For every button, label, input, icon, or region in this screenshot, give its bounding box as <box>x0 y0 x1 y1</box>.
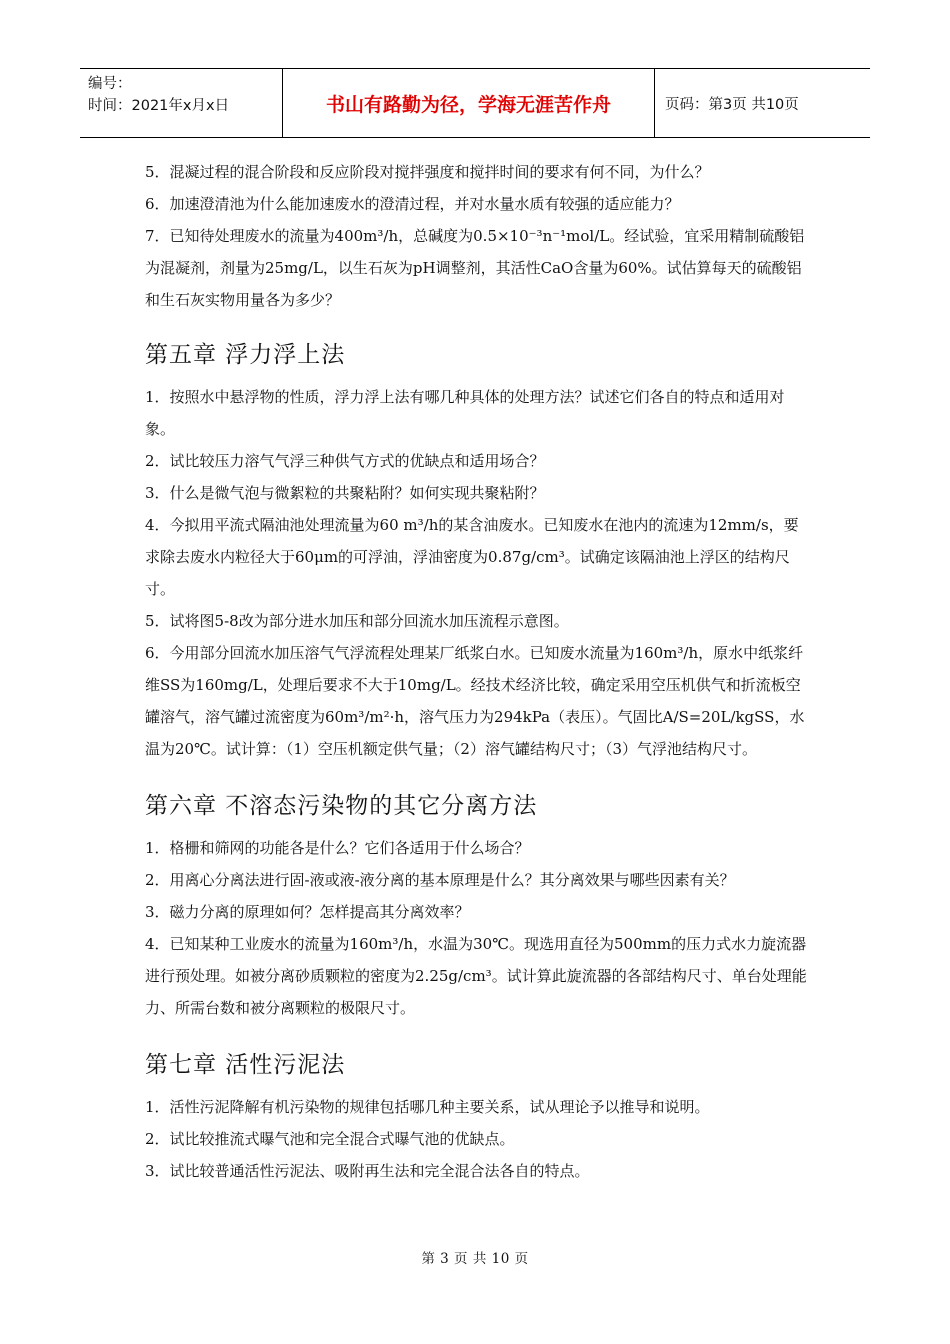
question-5-1: 1．按照水中悬浮物的性质，浮力浮上法有哪几种具体的处理方法？试述它们各自的特点和适用对象。 <box>145 388 785 438</box>
page-header <box>80 68 870 138</box>
question-6-3: 3．磁力分离的原理如何？怎样提高其分离效率？ <box>145 903 470 921</box>
question-5-4: 4．今拟用平流式隔油池处理流量为60 m³/h的某含油废水。已知废水在池内的流速为12mm/s，要求除去废水内粒径大于60μm的可浮油，浮油密度为0.87g/cm³。试确定该隔油池上浮区的结构尺寸。 <box>145 516 799 598</box>
chapter-7-title: 第七章 活性污泥法 <box>145 1052 346 1078</box>
chapter-6-title: 第六章 不溶态污染物的其它分离方法 <box>145 793 538 819</box>
question-5-3: 3．什么是微气泡与微絮粒的共聚粘附？如何实现共聚粘附？ <box>145 484 545 502</box>
question-7-3: 3．试比较普通活性污泥法、吸附再生法和完全混合法各自的特点。 <box>145 1162 590 1180</box>
question-7-2: 2．试比较推流式曝气池和完全混合式曝气池的优缺点。 <box>145 1130 515 1148</box>
document-body <box>145 156 810 1187</box>
chapter-5-title: 第五章 浮力浮上法 <box>145 342 346 368</box>
question-4-6: 6．加速澄清池为什么能加速废水的澄清过程，并对水量水质有较强的适应能力？ <box>145 195 680 213</box>
question-5-2: 2．试比较压力溶气气浮三种供气方式的优缺点和适用场合？ <box>145 452 545 470</box>
question-6-1: 1．格栅和筛网的功能各是什么？它们各适用于什么场合？ <box>145 839 530 857</box>
header-left-cell <box>80 69 282 137</box>
page-info: 页码：第3页 共10页 <box>665 96 799 113</box>
question-4-5: 5．混凝过程的混合阶段和反应阶段对搅拌强度和搅拌时间的要求有何不同，为什么？ <box>145 163 710 181</box>
question-7-1: 1．活性污泥降解有机污染物的规律包括哪几种主要关系，试从理论予以推导和说明。 <box>145 1098 710 1116</box>
question-6-4: 4．已知某种工业废水的流量为160m³/h，水温为30℃。现选用直径为500mm的压力式水力旋流器进行预处理。如被分离砂质颗粒的密度为2.25g/cm³。试计算此旋流器的各部结构尺寸、单台处理能力、所需台数和被分离颗粒的极限尺寸。 <box>145 935 807 1017</box>
question-5-5: 5．试将图5-8改为部分进水加压和部分回流水加压流程示意图。 <box>145 612 569 630</box>
question-4-7: 7．已知待处理废水的流量为400m³/h，总碱度为0.5×10⁻³n⁻¹mol/L。经试验，宜采用精制硫酸铝为混凝剂，剂量为25mg/L，以生石灰为pH调整剂，其活性CaO含量为60%。试估算每天的硫酸铝和生石灰实物用量各为多少？ <box>145 227 805 309</box>
page-footer: 第 3 页 共 10 页 <box>421 1251 529 1267</box>
question-6-2: 2．用离心分离法进行固-液或液-液分离的基本原理是什么？其分离效果与哪些因素有关？ <box>145 871 735 889</box>
time-label: 时间：2021年x月x日 <box>88 98 230 114</box>
motto: 书山有路勤为径，学海无涯苦作舟 <box>282 69 655 137</box>
question-5-6: 6．今用部分回流水加压溶气气浮流程处理某厂纸浆白水。已知废水流量为160m³/h，原水中纸浆纤维SS为160mg/L，处理后要求不大于10mg/L。经技术经济比较，确定采用空压机供气和折流板空罐溶气，溶气罐过流密度为60m³/m²·h，溶气压力为294kPa（表压）。气固比A/S=20L/kgSS，水温为20℃。试计算：（1）空压机额定供气量；（2）溶气罐结构尺寸；（3）气浮池结构尺寸。 <box>145 644 805 758</box>
number-label: 编号： <box>88 76 132 92</box>
